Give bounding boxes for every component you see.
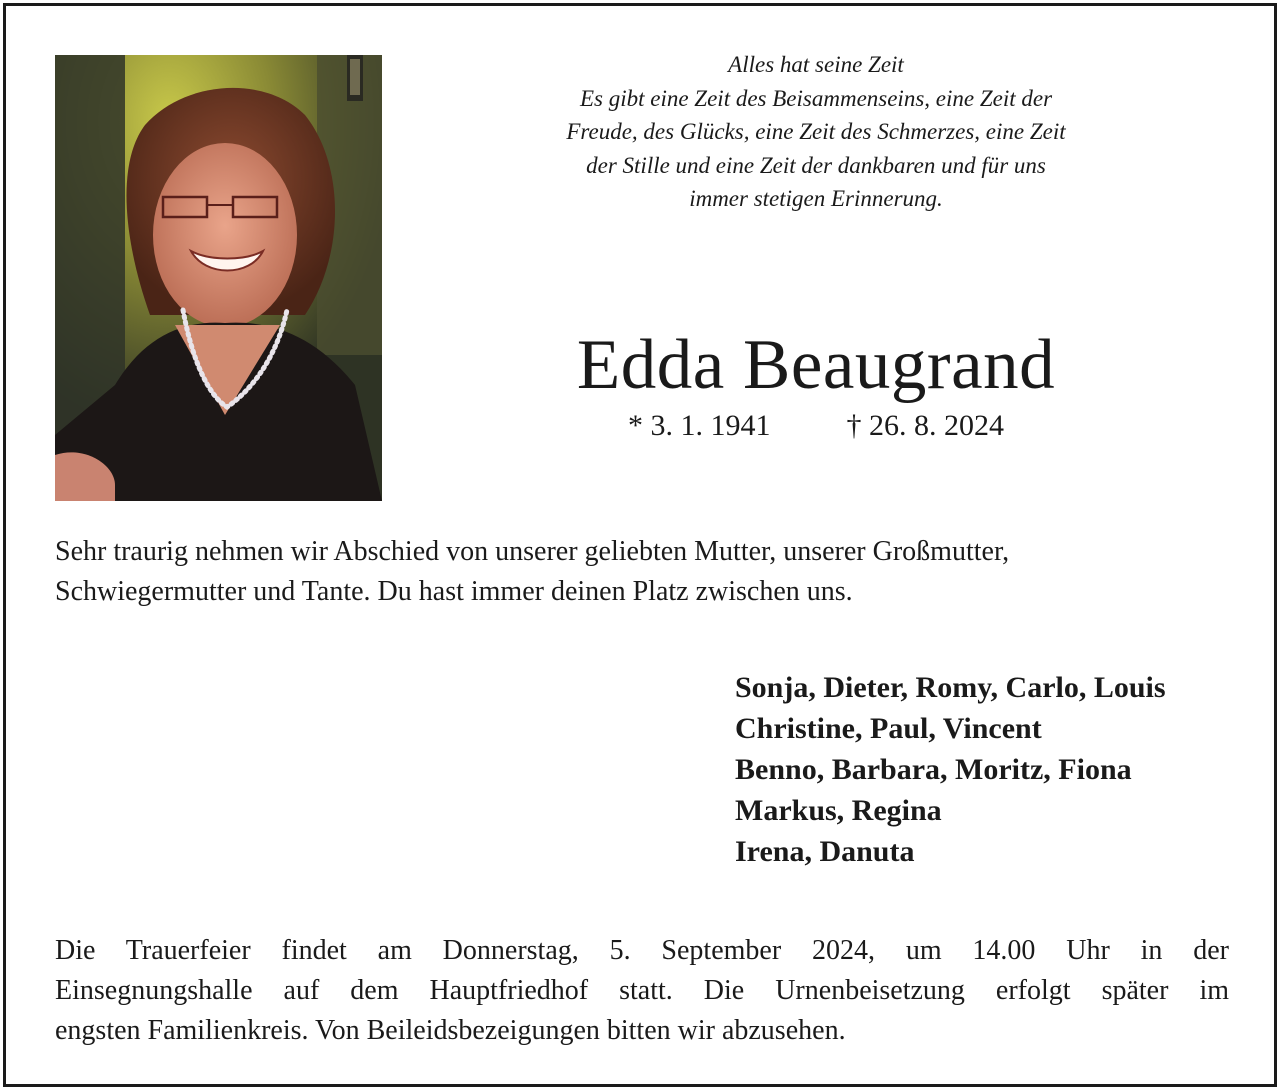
farewell-text	[55, 532, 1235, 612]
mourners-list	[735, 667, 1235, 872]
motto-line: immer stetigen Erinnerung.	[689, 186, 943, 211]
mourners-line: Sonja, Dieter, Romy, Carlo, Louis	[735, 671, 1166, 704]
ceremony-details	[55, 931, 1229, 1051]
mourners-line: Benno, Barbara, Moritz, Fiona	[735, 753, 1132, 786]
portrait-photo	[55, 55, 382, 501]
mourners-line: Christine, Paul, Vincent	[735, 712, 1042, 745]
ceremony-line: Die Trauerfeier findet am Donnerstag, 5. September 2024, um 14.00 Uhr in der	[55, 935, 1229, 966]
death-date: † 26. 8. 2024	[846, 409, 1004, 442]
mourners-line: Markus, Regina	[735, 794, 942, 827]
obituary-notice	[3, 3, 1277, 1087]
ceremony-line: Einsegnungshalle auf dem Hauptfriedhof statt. Die Urnenbeisetzung erfolgt später im	[55, 975, 1229, 1006]
deceased-name: Edda Beaugrand	[576, 326, 1056, 404]
motto-verse	[446, 48, 1186, 216]
farewell-line: Sehr traurig nehmen wir Abschied von unserer geliebten Mutter, unserer Großmutter,	[55, 536, 1010, 567]
birth-date: * 3. 1. 1941	[628, 409, 771, 442]
motto-line: Freude, des Glücks, eine Zeit des Schmerzes, eine Zeit	[566, 119, 1066, 144]
motto-line: Es gibt eine Zeit des Beisammenseins, eine Zeit der	[579, 85, 1053, 111]
mourners-line: Irena, Danuta	[735, 835, 915, 868]
farewell-line: Schwiegermutter und Tante. Du hast immer deinen Platz zwischen uns.	[55, 576, 853, 607]
ceremony-line: engsten Familienkreis. Von Beileidsbezeigungen bitten wir abzusehen.	[55, 1015, 846, 1046]
motto-line: der Stille und eine Zeit der dankbaren und für uns	[586, 152, 1046, 178]
motto-line: Alles hat seine Zeit	[728, 52, 904, 77]
portrait-illustration	[55, 55, 382, 501]
life-dates	[446, 406, 1186, 446]
